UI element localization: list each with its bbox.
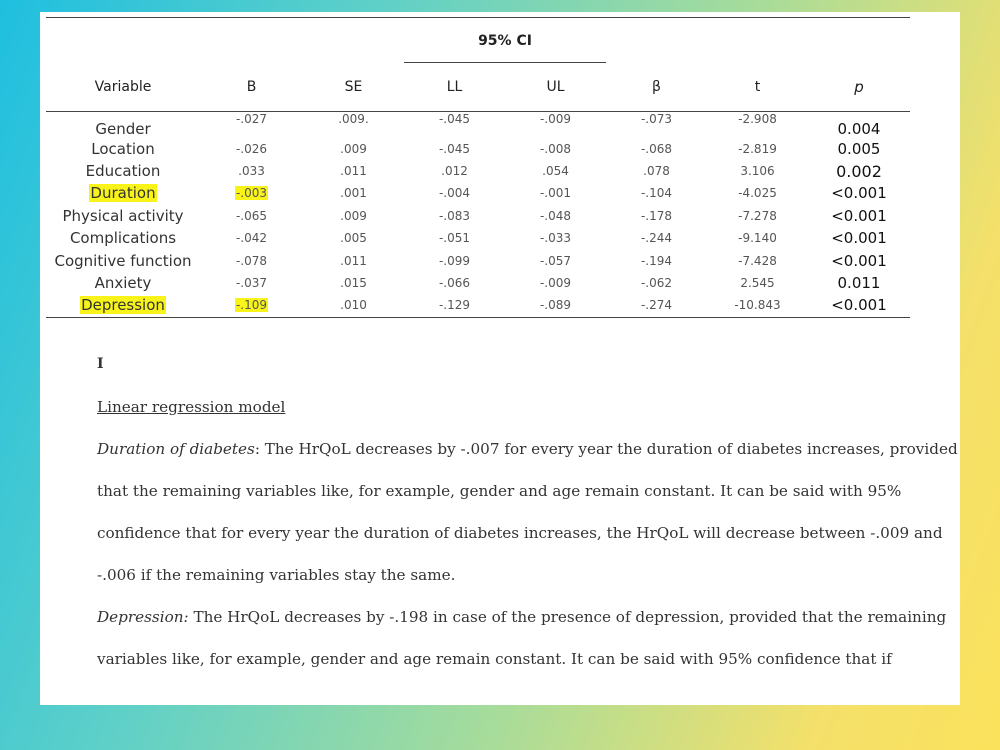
ll-cell: -.083	[438, 208, 471, 223]
highlighted-b-value: -.003	[235, 186, 268, 201]
highlighted-b-value: -.109	[235, 298, 268, 313]
ll-cell: -.051	[438, 231, 471, 246]
variable-cell: Complications	[69, 229, 177, 248]
t-cell: 3.106	[740, 164, 775, 179]
se-cell: .010	[340, 298, 367, 313]
ll-cell: -.004	[438, 186, 471, 201]
t-cell: -9.140	[738, 231, 777, 246]
ul-cell: -.089	[539, 298, 572, 313]
b-cell	[200, 182, 303, 204]
ll-cell: -.045	[438, 141, 471, 156]
column-header-ll: LL	[404, 63, 505, 112]
column-header-beta: β	[606, 63, 707, 112]
section-title: Linear regression model	[97, 398, 286, 416]
p-cell: 0.005	[837, 139, 881, 158]
ll-cell: -.129	[438, 298, 471, 313]
ll-cell: -.045	[438, 112, 471, 126]
table-row-duration	[46, 182, 910, 204]
paragraph-line: that the remaining variables like, for example, gender and age remain constant. It can be said with 95%	[97, 482, 902, 500]
variable-cell: Gender	[95, 119, 151, 138]
table-row-education	[46, 160, 910, 182]
ul-cell: -.009	[539, 276, 572, 291]
highlighted-variable: Depression	[81, 296, 165, 315]
heading-fragment: I	[97, 356, 104, 372]
depression-term: Depression:	[97, 608, 189, 626]
ci-group-header: 95% CI	[404, 18, 606, 64]
b-cell: -.037	[235, 276, 268, 291]
column-header-b: B	[200, 63, 303, 112]
b-cell: -.065	[235, 208, 268, 223]
column-header-p: p	[808, 63, 910, 112]
t-cell: -10.843	[734, 298, 781, 313]
se-cell: .011	[340, 164, 367, 179]
beta-cell: -.104	[640, 186, 673, 201]
paragraph-line: variables like, for example, gender and age remain constant. It can be said with 95% confidence that if	[97, 650, 892, 668]
ul-cell: -.048	[539, 208, 572, 223]
ul-cell: -.033	[539, 231, 572, 246]
duration-term: Duration of diabetes	[97, 440, 255, 458]
b-cell: -.042	[235, 231, 268, 246]
variable-cell	[46, 182, 200, 204]
table-row-anxiety	[46, 272, 910, 294]
b-cell: .033	[238, 164, 265, 179]
paragraph-text: The HrQoL decreases by -.198 in case of the presence of depression, provided that the remaining	[188, 608, 947, 626]
se-cell: .009	[340, 141, 367, 156]
b-cell: -.026	[235, 141, 268, 156]
ll-cell: .012	[441, 164, 468, 179]
beta-cell: -.194	[640, 253, 673, 268]
paragraph-line	[97, 608, 947, 626]
t-cell: -4.025	[738, 186, 777, 201]
beta-cell: -.068	[640, 141, 673, 156]
ul-cell: -.001	[539, 186, 572, 201]
variable-cell: Education	[85, 162, 161, 181]
ci-header-row	[46, 18, 910, 64]
paragraph-line	[97, 440, 958, 458]
b-cell: -.027	[235, 112, 268, 126]
t-cell: -7.278	[738, 208, 777, 223]
column-header-t: t	[707, 63, 808, 112]
paragraph-line: confidence that for every year the duration of diabetes increases, the HrQoL will decrease between -.009 and	[97, 524, 943, 542]
beta-cell: -.073	[640, 112, 673, 126]
paragraph-line: -.006 if the remaining variables stay the same.	[97, 566, 456, 584]
column-header-se: SE	[303, 63, 404, 112]
column-header-ul: UL	[505, 63, 606, 112]
se-cell: .005	[340, 231, 367, 246]
se-cell: .011	[340, 253, 367, 268]
variable-cell: Location	[91, 139, 155, 158]
table-row-depression	[46, 294, 910, 317]
table-row-cognitive-function	[46, 249, 910, 271]
table-row-location	[46, 138, 910, 160]
t-cell: -7.428	[738, 253, 777, 268]
beta-cell: -.062	[640, 276, 673, 291]
highlighted-variable: Duration	[90, 184, 156, 203]
table-row-complications	[46, 227, 910, 249]
beta-cell: -.244	[640, 231, 673, 246]
column-header-row	[46, 63, 910, 112]
p-cell: 0.011	[837, 274, 881, 293]
ul-cell: -.009	[539, 112, 572, 126]
beta-cell: -.178	[640, 208, 673, 223]
p-cell: <0.001	[831, 206, 887, 225]
p-cell: 0.004	[837, 119, 881, 138]
variable-cell: Cognitive function	[54, 251, 192, 270]
se-cell: .015	[340, 276, 367, 291]
variable-cell: Physical activity	[62, 206, 184, 225]
beta-cell: .078	[643, 164, 670, 179]
ll-cell: -.066	[438, 276, 471, 291]
se-cell: .009	[340, 208, 367, 223]
t-cell: -2.819	[738, 141, 777, 156]
column-header-variable: Variable	[46, 63, 200, 112]
document-page	[40, 12, 960, 705]
ul-cell: .054	[542, 164, 569, 179]
variable-cell	[46, 294, 200, 317]
p-cell: 0.002	[836, 161, 882, 181]
variable-cell: Anxiety	[94, 274, 152, 293]
ll-cell: -.099	[438, 253, 471, 268]
paragraph-text: : The HrQoL decreases by -.007 for every year the duration of diabetes increases, provided	[254, 440, 958, 458]
b-cell: -.078	[235, 253, 268, 268]
beta-cell: -.274	[640, 298, 673, 313]
table-row-physical-activity	[46, 205, 910, 227]
se-cell: .001	[340, 186, 367, 201]
ul-cell: -.057	[539, 253, 572, 268]
p-cell: <0.001	[831, 251, 887, 270]
ul-cell: -.008	[539, 141, 572, 156]
t-cell: 2.545	[740, 276, 775, 291]
b-cell	[200, 294, 303, 317]
regression-table	[46, 17, 910, 318]
t-cell: -2.908	[738, 112, 777, 126]
p-cell: <0.001	[831, 296, 887, 315]
se-cell: .009.	[338, 112, 369, 126]
table-row-gender	[46, 112, 910, 138]
p-cell: <0.001	[831, 229, 887, 248]
p-cell: <0.001	[831, 184, 887, 203]
